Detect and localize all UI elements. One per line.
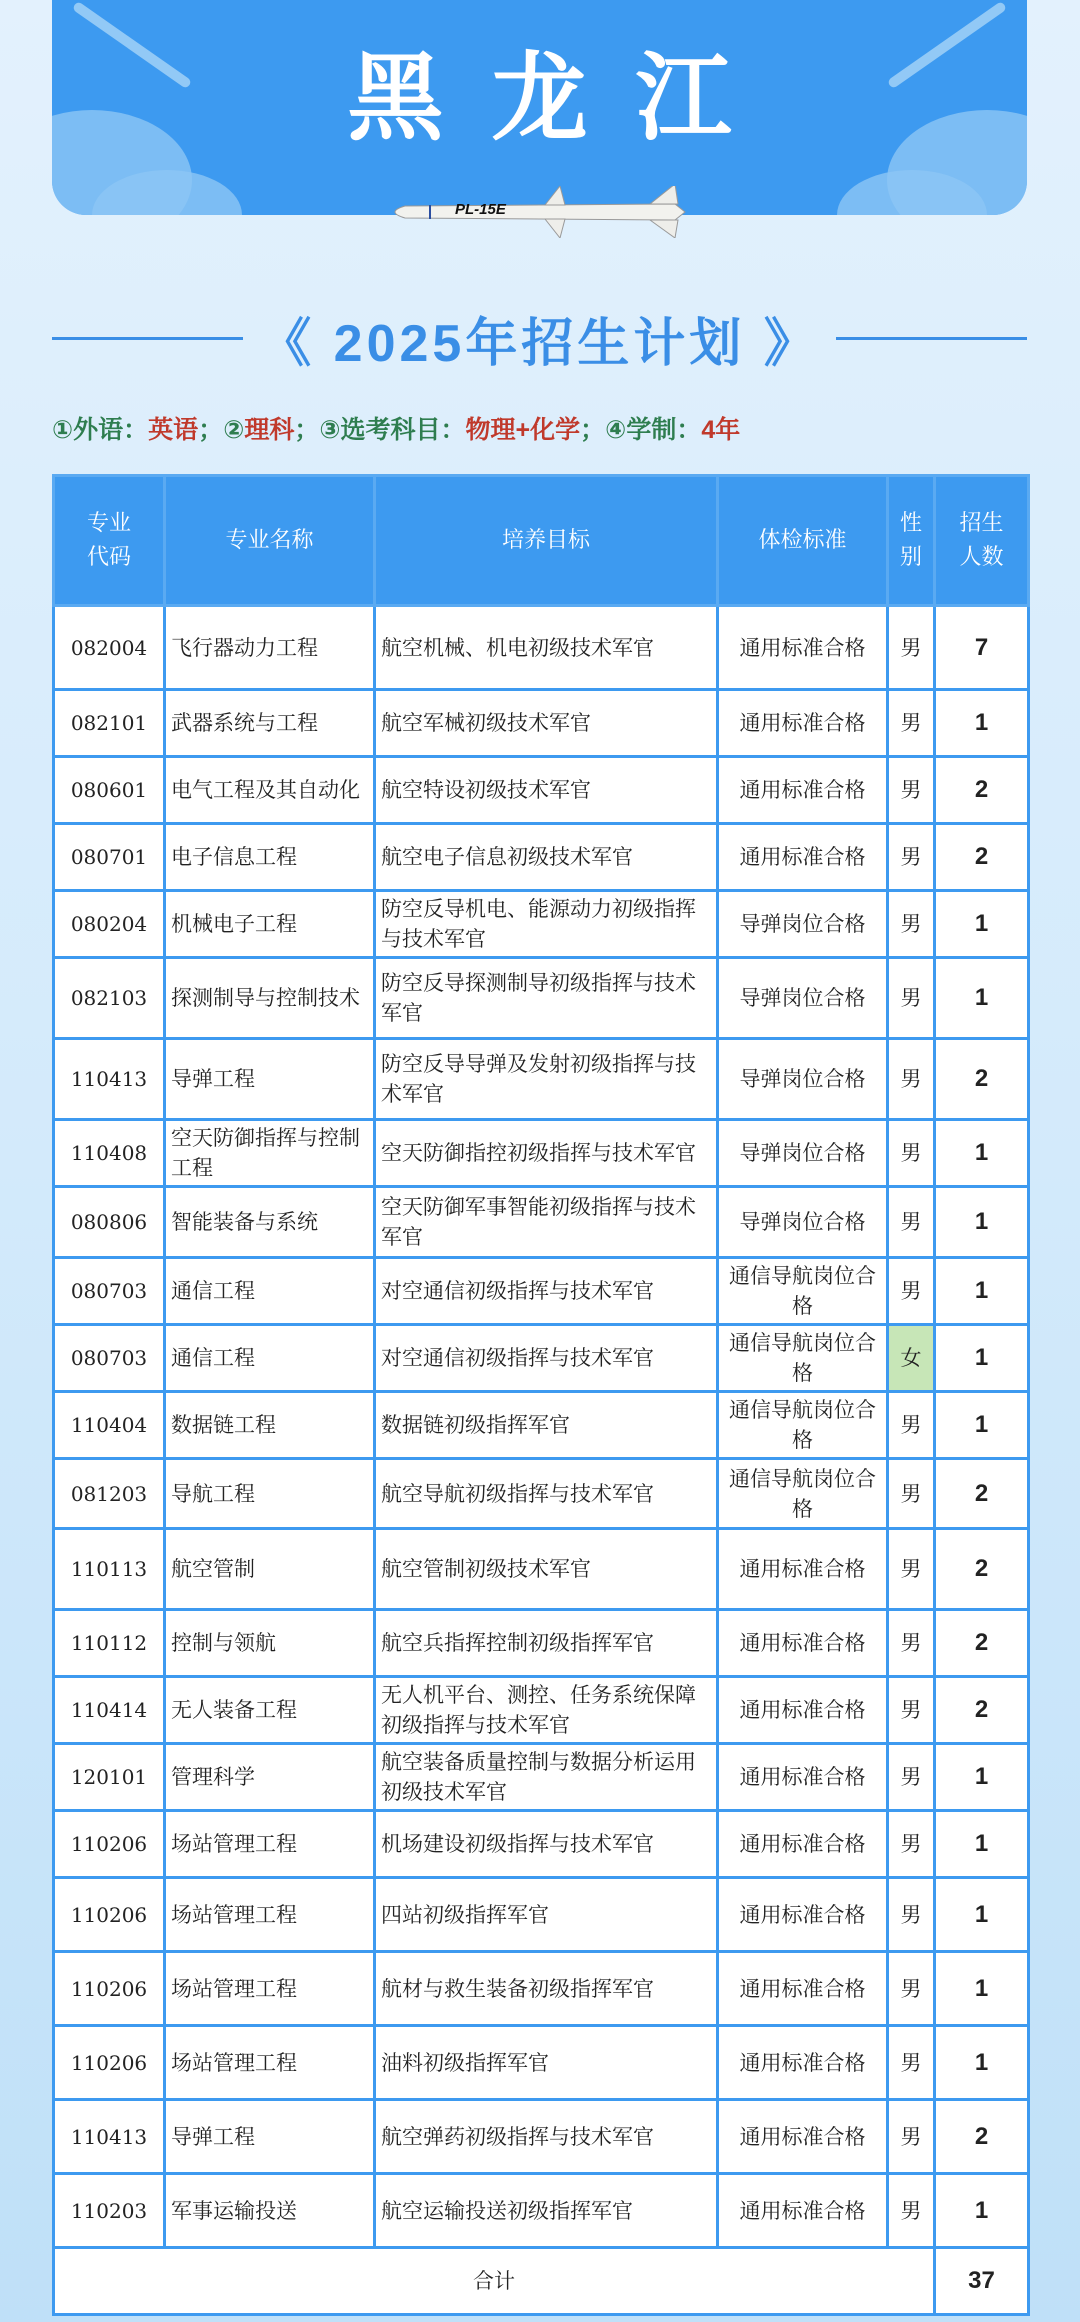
major-code: 110112 bbox=[54, 1610, 165, 1677]
missile-image bbox=[385, 186, 695, 238]
physical-standard: 导弹岗位合格 bbox=[718, 1187, 888, 1258]
total-label: 合计 bbox=[54, 2248, 935, 2315]
major-code: 120101 bbox=[54, 1744, 165, 1811]
table-row bbox=[54, 1459, 1029, 1529]
table-row bbox=[54, 1744, 1029, 1811]
major-code: 110206 bbox=[54, 1878, 165, 1952]
gender: 男 bbox=[888, 2174, 935, 2248]
header-banner bbox=[52, 0, 1027, 215]
gender: 男 bbox=[888, 1610, 935, 1677]
req-value: 英语 bbox=[148, 416, 199, 444]
physical-standard: 通用标准合格 bbox=[718, 1811, 888, 1878]
req-label: ；② bbox=[198, 416, 245, 444]
physical-standard: 通信导航岗位合格 bbox=[718, 1258, 888, 1325]
enrollment-count: 1 bbox=[935, 1120, 1029, 1187]
major-code: 080701 bbox=[54, 824, 165, 891]
table-row bbox=[54, 606, 1029, 690]
gender: 男 bbox=[888, 891, 935, 958]
training-goal: 无人机平台、测控、任务系统保障初级指挥与技术军官 bbox=[375, 1677, 718, 1744]
major-code: 110404 bbox=[54, 1392, 165, 1459]
training-goal: 航空装备质量控制与数据分析运用初级技术军官 bbox=[375, 1744, 718, 1811]
physical-standard: 通信导航岗位合格 bbox=[718, 1325, 888, 1392]
major-name: 航空管制 bbox=[165, 1529, 375, 1610]
req-value: 理科 bbox=[244, 416, 295, 444]
training-goal: 航材与救生装备初级指挥军官 bbox=[375, 1952, 718, 2026]
physical-standard: 通用标准合格 bbox=[718, 2174, 888, 2248]
enrollment-count: 7 bbox=[935, 606, 1029, 690]
major-name: 场站管理工程 bbox=[165, 1952, 375, 2026]
physical-standard: 通用标准合格 bbox=[718, 2100, 888, 2174]
gender: 男 bbox=[888, 1529, 935, 1610]
training-goal: 机场建设初级指挥与技术军官 bbox=[375, 1811, 718, 1878]
enrollment-count: 1 bbox=[935, 2174, 1029, 2248]
gender: 男 bbox=[888, 1187, 935, 1258]
training-goal: 航空运输投送初级指挥军官 bbox=[375, 2174, 718, 2248]
header-goal: 培养目标 bbox=[375, 476, 718, 606]
req-value: 4年 bbox=[701, 416, 741, 444]
major-name: 数据链工程 bbox=[165, 1392, 375, 1459]
req-label: ①外语： bbox=[52, 416, 149, 444]
major-code: 082004 bbox=[54, 606, 165, 690]
training-goal: 航空机械、机电初级技术军官 bbox=[375, 606, 718, 690]
major-code: 110414 bbox=[54, 1677, 165, 1744]
major-name: 场站管理工程 bbox=[165, 2026, 375, 2100]
gender: 男 bbox=[888, 1392, 935, 1459]
total-count: 37 bbox=[935, 2248, 1029, 2315]
major-name: 智能装备与系统 bbox=[165, 1187, 375, 1258]
section-heading bbox=[52, 305, 1027, 371]
enrollment-table bbox=[52, 474, 1030, 2316]
enrollment-count: 1 bbox=[935, 1187, 1029, 1258]
table-row bbox=[54, 690, 1029, 757]
major-name: 无人装备工程 bbox=[165, 1677, 375, 1744]
enrollment-count: 1 bbox=[935, 690, 1029, 757]
divider bbox=[52, 337, 243, 340]
physical-standard: 通用标准合格 bbox=[718, 1952, 888, 2026]
major-name: 电气工程及其自动化 bbox=[165, 757, 375, 824]
gender: 男 bbox=[888, 690, 935, 757]
major-code: 110413 bbox=[54, 1039, 165, 1120]
table-row bbox=[54, 1529, 1029, 1610]
enrollment-count: 2 bbox=[935, 1529, 1029, 1610]
gender: 男 bbox=[888, 1811, 935, 1878]
physical-standard: 通用标准合格 bbox=[718, 2026, 888, 2100]
physical-standard: 通用标准合格 bbox=[718, 1677, 888, 1744]
table-row bbox=[54, 891, 1029, 958]
major-code: 082101 bbox=[54, 690, 165, 757]
gender: 男 bbox=[888, 1258, 935, 1325]
missile-icon bbox=[385, 186, 695, 238]
enrollment-count: 1 bbox=[935, 1392, 1029, 1459]
training-goal: 航空导航初级指挥与技术军官 bbox=[375, 1459, 718, 1529]
header-major: 专业名称 bbox=[165, 476, 375, 606]
physical-standard: 通用标准合格 bbox=[718, 1744, 888, 1811]
enrollment-count: 1 bbox=[935, 891, 1029, 958]
major-code: 080806 bbox=[54, 1187, 165, 1258]
table-row bbox=[54, 1677, 1029, 1744]
major-name: 军事运输投送 bbox=[165, 2174, 375, 2248]
major-name: 通信工程 bbox=[165, 1258, 375, 1325]
training-goal: 对空通信初级指挥与技术军官 bbox=[375, 1325, 718, 1392]
training-goal: 航空军械初级技术军官 bbox=[375, 690, 718, 757]
physical-standard: 通信导航岗位合格 bbox=[718, 1459, 888, 1529]
major-name: 导弹工程 bbox=[165, 2100, 375, 2174]
major-code: 110408 bbox=[54, 1120, 165, 1187]
physical-standard: 导弹岗位合格 bbox=[718, 958, 888, 1039]
training-goal: 航空特设初级技术军官 bbox=[375, 757, 718, 824]
training-goal: 四站初级指挥军官 bbox=[375, 1878, 718, 1952]
gender: 男 bbox=[888, 1459, 935, 1529]
req-label: ；③选考科目： bbox=[294, 416, 466, 444]
physical-standard: 导弹岗位合格 bbox=[718, 1039, 888, 1120]
physical-standard: 通用标准合格 bbox=[718, 757, 888, 824]
physical-standard: 通用标准合格 bbox=[718, 606, 888, 690]
physical-standard: 通用标准合格 bbox=[718, 1878, 888, 1952]
major-code: 110113 bbox=[54, 1529, 165, 1610]
enrollment-count: 1 bbox=[935, 1878, 1029, 1952]
training-goal: 防空反导导弹及发射初级指挥与技术军官 bbox=[375, 1039, 718, 1120]
table-row bbox=[54, 1325, 1029, 1392]
enrollment-count: 1 bbox=[935, 1744, 1029, 1811]
divider bbox=[836, 337, 1027, 340]
major-name: 探测制导与控制技术 bbox=[165, 958, 375, 1039]
enrollment-count: 1 bbox=[935, 1325, 1029, 1392]
training-goal: 防空反导机电、能源动力初级指挥与技术军官 bbox=[375, 891, 718, 958]
table-row bbox=[54, 1878, 1029, 1952]
enrollment-count: 1 bbox=[935, 1952, 1029, 2026]
enrollment-count: 2 bbox=[935, 757, 1029, 824]
table-row bbox=[54, 757, 1029, 824]
major-code: 080703 bbox=[54, 1325, 165, 1392]
table-row bbox=[54, 2026, 1029, 2100]
major-code: 110206 bbox=[54, 1811, 165, 1878]
gender: 男 bbox=[888, 606, 935, 690]
training-goal: 空天防御指控初级指挥与技术军官 bbox=[375, 1120, 718, 1187]
gender: 男 bbox=[888, 1878, 935, 1952]
training-goal: 油料初级指挥军官 bbox=[375, 2026, 718, 2100]
table-row bbox=[54, 2100, 1029, 2174]
major-code: 110413 bbox=[54, 2100, 165, 2174]
major-code: 080703 bbox=[54, 1258, 165, 1325]
enrollment-count: 2 bbox=[935, 1459, 1029, 1529]
gender: 男 bbox=[888, 958, 935, 1039]
table-row bbox=[54, 1039, 1029, 1120]
table-row bbox=[54, 1120, 1029, 1187]
major-name: 场站管理工程 bbox=[165, 1878, 375, 1952]
gender: 男 bbox=[888, 757, 935, 824]
physical-standard: 通用标准合格 bbox=[718, 1529, 888, 1610]
physical-standard: 通信导航岗位合格 bbox=[718, 1392, 888, 1459]
physical-standard: 通用标准合格 bbox=[718, 1610, 888, 1677]
table-header-row bbox=[54, 476, 1029, 606]
major-name: 电子信息工程 bbox=[165, 824, 375, 891]
table-row bbox=[54, 1392, 1029, 1459]
gender: 男 bbox=[888, 1744, 935, 1811]
major-code: 110203 bbox=[54, 2174, 165, 2248]
table-row bbox=[54, 1811, 1029, 1878]
table-row bbox=[54, 824, 1029, 891]
enrollment-count: 2 bbox=[935, 1610, 1029, 1677]
major-code: 080204 bbox=[54, 891, 165, 958]
training-goal: 航空兵指挥控制初级指挥军官 bbox=[375, 1610, 718, 1677]
major-name: 空天防御指挥与控制工程 bbox=[165, 1120, 375, 1187]
enrollment-count: 1 bbox=[935, 1258, 1029, 1325]
section-title: 《 2025年招生计划 》 bbox=[259, 314, 820, 373]
total-row bbox=[54, 2248, 1029, 2315]
gender: 男 bbox=[888, 1952, 935, 2026]
enrollment-count: 2 bbox=[935, 1677, 1029, 1744]
header-code: 专业代码 bbox=[54, 476, 165, 606]
gender: 男 bbox=[888, 1120, 935, 1187]
major-name: 武器系统与工程 bbox=[165, 690, 375, 757]
table-row bbox=[54, 1258, 1029, 1325]
gender: 男 bbox=[888, 824, 935, 891]
training-goal: 空天防御军事智能初级指挥与技术军官 bbox=[375, 1187, 718, 1258]
enrollment-count: 2 bbox=[935, 2100, 1029, 2174]
training-goal: 航空弹药初级指挥与技术军官 bbox=[375, 2100, 718, 2174]
table-row bbox=[54, 1187, 1029, 1258]
major-name: 场站管理工程 bbox=[165, 1811, 375, 1878]
major-name: 飞行器动力工程 bbox=[165, 606, 375, 690]
req-value: 物理+化学 bbox=[465, 416, 581, 444]
major-name: 导弹工程 bbox=[165, 1039, 375, 1120]
physical-standard: 导弹岗位合格 bbox=[718, 1120, 888, 1187]
enrollment-count: 2 bbox=[935, 824, 1029, 891]
gender: 男 bbox=[888, 1039, 935, 1120]
major-code: 081203 bbox=[54, 1459, 165, 1529]
major-name: 导航工程 bbox=[165, 1459, 375, 1529]
table-row bbox=[54, 1610, 1029, 1677]
gender: 男 bbox=[888, 2100, 935, 2174]
major-code: 080601 bbox=[54, 757, 165, 824]
physical-standard: 导弹岗位合格 bbox=[718, 891, 888, 958]
training-goal: 数据链初级指挥军官 bbox=[375, 1392, 718, 1459]
table-row bbox=[54, 958, 1029, 1039]
physical-standard: 通用标准合格 bbox=[718, 690, 888, 757]
major-name: 管理科学 bbox=[165, 1744, 375, 1811]
major-code: 110206 bbox=[54, 1952, 165, 2026]
missile-label: PL-15E bbox=[455, 201, 506, 218]
table-row bbox=[54, 1952, 1029, 2026]
province-title: 黑龙江 bbox=[347, 42, 780, 154]
gender: 男 bbox=[888, 1677, 935, 1744]
table-row bbox=[54, 2174, 1029, 2248]
training-goal: 航空管制初级技术军官 bbox=[375, 1529, 718, 1610]
physical-standard: 通用标准合格 bbox=[718, 824, 888, 891]
training-goal: 航空电子信息初级技术军官 bbox=[375, 824, 718, 891]
enrollment-count: 2 bbox=[935, 1039, 1029, 1120]
requirements-line bbox=[52, 410, 740, 446]
header-physical: 体检标准 bbox=[718, 476, 888, 606]
gender: 女 bbox=[888, 1325, 935, 1392]
training-goal: 对空通信初级指挥与技术军官 bbox=[375, 1258, 718, 1325]
major-name: 控制与领航 bbox=[165, 1610, 375, 1677]
major-code: 110206 bbox=[54, 2026, 165, 2100]
major-name: 机械电子工程 bbox=[165, 891, 375, 958]
major-code: 082103 bbox=[54, 958, 165, 1039]
enrollment-count: 1 bbox=[935, 2026, 1029, 2100]
req-label: ；④学制： bbox=[580, 416, 702, 444]
enrollment-count: 1 bbox=[935, 958, 1029, 1039]
gender: 男 bbox=[888, 2026, 935, 2100]
major-name: 通信工程 bbox=[165, 1325, 375, 1392]
enrollment-count: 1 bbox=[935, 1811, 1029, 1878]
training-goal: 防空反导探测制导初级指挥与技术军官 bbox=[375, 958, 718, 1039]
header-count: 招生人数 bbox=[935, 476, 1029, 606]
header-gender: 性别 bbox=[888, 476, 935, 606]
